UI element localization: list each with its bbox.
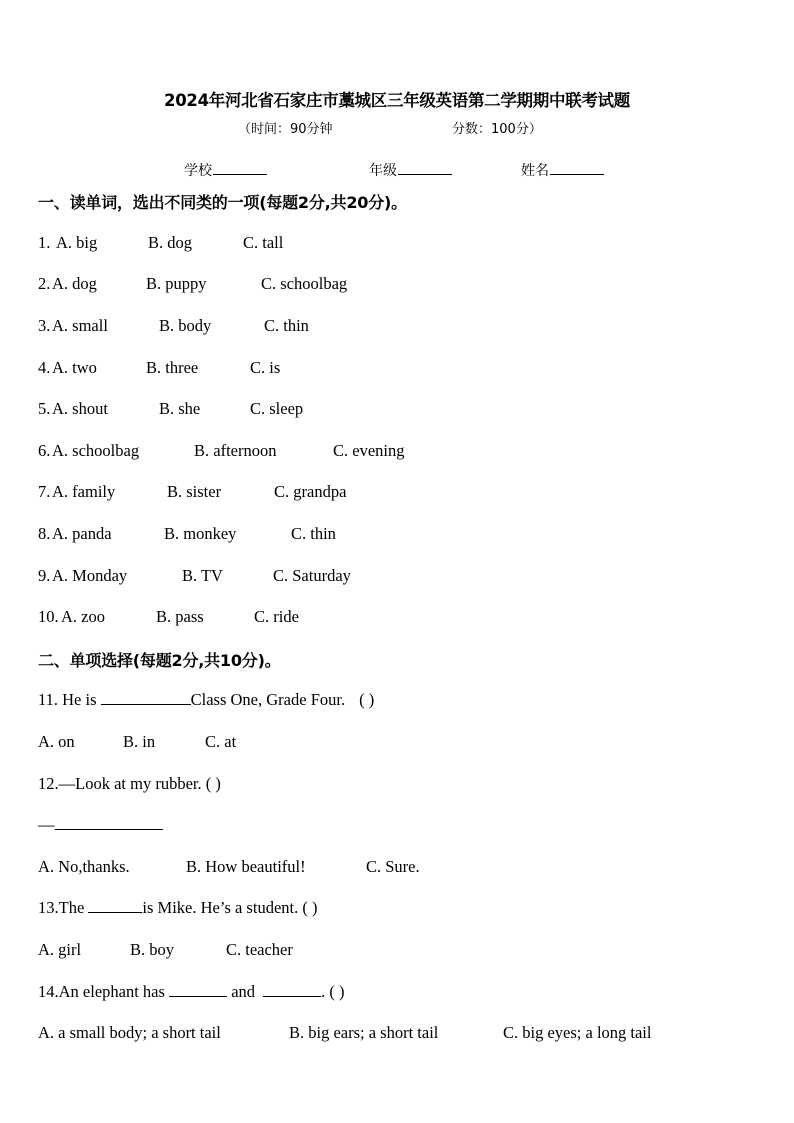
grade-blank xyxy=(398,160,452,175)
option-b: B. pass xyxy=(156,607,204,626)
option-c: C. at xyxy=(205,732,237,751)
school-label: 学校 xyxy=(184,163,212,179)
option-c: C. Saturday xyxy=(273,566,351,585)
option-b: B. big ears; a short tail xyxy=(289,1023,439,1042)
grade-field xyxy=(369,160,452,180)
answer-blank-1 xyxy=(169,981,227,997)
question-number: 9. xyxy=(38,566,51,585)
option-c: C. tall xyxy=(243,233,284,252)
option-c: C. ride xyxy=(254,607,299,626)
option-a: A. No,thanks. xyxy=(38,857,130,876)
question-number: 7. xyxy=(38,482,51,501)
question-12-reply xyxy=(38,814,163,836)
answer-blank-2 xyxy=(263,981,321,997)
question-11-text: 11. He is xyxy=(38,690,101,709)
option-b: B. sister xyxy=(167,482,222,501)
option-b: B. three xyxy=(146,358,199,377)
option-a: A. family xyxy=(52,482,116,501)
name-blank xyxy=(550,160,604,175)
section-1-heading: 一、读单词，选出不同类的一项(每题2分,共20分)。 xyxy=(38,193,407,212)
option-c: C. thin xyxy=(291,524,336,543)
option-a: A. two xyxy=(52,358,97,377)
school-field xyxy=(184,160,267,180)
option-b: B. TV xyxy=(182,566,223,585)
option-a: A. panda xyxy=(52,524,112,543)
option-a: A. girl xyxy=(38,940,82,959)
option-a: A. shout xyxy=(52,399,108,418)
option-c: C. sleep xyxy=(250,399,304,418)
question-14-text-end: . ( ) xyxy=(321,982,345,1001)
section-2-heading: 二、单项选择(每题2分,共10分)。 xyxy=(38,651,281,670)
name-field xyxy=(521,160,604,180)
option-b: B. afternoon xyxy=(194,441,277,460)
option-a: A. big xyxy=(56,233,98,252)
school-blank xyxy=(213,160,267,175)
exam-score: 分数：100分） xyxy=(452,122,542,137)
option-a: A. on xyxy=(38,732,75,751)
option-c: C. evening xyxy=(333,441,405,460)
option-c: C. thin xyxy=(264,316,309,335)
answer-parentheses: ( ) xyxy=(359,690,375,709)
question-number: 2. xyxy=(38,274,51,293)
question-13-stem xyxy=(38,897,317,919)
option-b: B. How beautiful! xyxy=(186,857,306,876)
option-c: C. big eyes; a long tail xyxy=(503,1023,652,1042)
option-c: C. schoolbag xyxy=(261,274,348,293)
question-number: 6. xyxy=(38,441,51,460)
name-label: 姓名 xyxy=(521,163,549,179)
option-c: C. is xyxy=(250,358,281,377)
answer-blank xyxy=(55,814,163,830)
option-b: B. in xyxy=(123,732,156,751)
option-b: B. she xyxy=(159,399,201,418)
question-11-stem xyxy=(38,689,374,711)
option-c: C. teacher xyxy=(226,940,293,959)
option-a: A. Monday xyxy=(52,566,128,585)
question-number: 8. xyxy=(38,524,51,543)
question-number: 5. xyxy=(38,399,51,418)
option-c: C. grandpa xyxy=(274,482,347,501)
grade-label: 年级 xyxy=(369,163,397,179)
option-a: A. a small body; a short tail xyxy=(38,1023,221,1042)
question-14-stem xyxy=(38,981,345,1003)
exam-time: （时间：90分钟 xyxy=(238,122,333,137)
answer-blank xyxy=(88,897,142,913)
question-13-text: 13.The xyxy=(38,898,89,917)
answer-blank xyxy=(101,689,191,705)
option-a: A. small xyxy=(52,316,108,335)
option-a: A. zoo xyxy=(61,607,105,626)
option-a: A. schoolbag xyxy=(52,441,140,460)
question-14-text-mid: and xyxy=(227,982,260,1001)
option-a: A. dog xyxy=(52,274,97,293)
question-number: 10. xyxy=(38,607,59,626)
question-14-text: 14.An elephant has xyxy=(38,982,170,1001)
question-number: 4. xyxy=(38,358,51,377)
option-b: B. dog xyxy=(148,233,193,252)
option-b: B. puppy xyxy=(146,274,207,293)
option-b: B. monkey xyxy=(164,524,237,543)
option-c: C. Sure. xyxy=(366,857,420,876)
option-b: B. boy xyxy=(130,940,175,959)
question-11-text-end: Class One, Grade Four. xyxy=(190,690,346,709)
question-number: 1. xyxy=(38,233,51,252)
question-12-stem: 12.—Look at my rubber. ( ) xyxy=(38,774,221,793)
option-b: B. body xyxy=(159,316,212,335)
question-number: 3. xyxy=(38,316,51,335)
reply-dash: — xyxy=(38,815,55,834)
page-title: 2024年河北省石家庄市藁城区三年级英语第二学期期中联考试题 xyxy=(164,91,630,110)
question-13-text-end: is Mike. He’s a student. ( ) xyxy=(142,898,318,917)
